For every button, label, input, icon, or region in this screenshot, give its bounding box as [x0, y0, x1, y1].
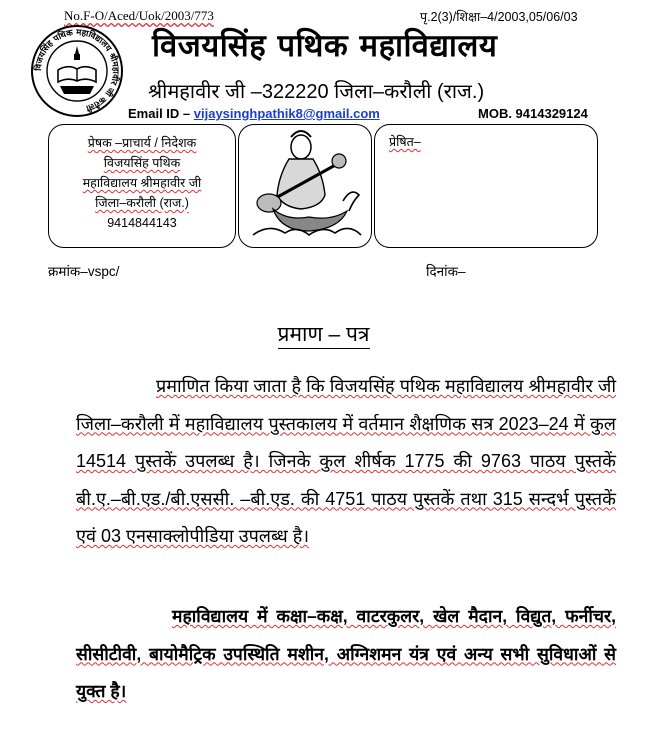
email-link[interactable]: vijaysinghpathik8@gmail.com	[193, 106, 380, 121]
saraswati-illustration	[239, 125, 371, 247]
reference-kramank: क्रमांक–vspc/	[48, 264, 120, 279]
recipient-box	[374, 124, 598, 248]
reference-number-right: पृ.2(3)/शिक्षा–4/2003,05/06/03	[420, 10, 578, 24]
email-row	[128, 106, 380, 121]
certificate-heading-text: प्रमाण – पत्र	[278, 323, 370, 349]
mobile-number: MOB. 9414329124	[478, 106, 588, 121]
sender-box	[48, 124, 236, 248]
recipient-label: प्रेषित–	[389, 135, 421, 149]
sender-line-college-place: महाविद्यालय श्रीमहावीर जी	[82, 176, 202, 190]
certificate-paragraph-2: महाविद्यालय में कक्षा–कक्ष, वाटरकुलर, खेल मैदान, विद्युत, फर्नीचर, सीसीटीवी, बायोमैट्रिक उपस्थिति मशीन, अग्निशमन यंत्र एवं अन्य सभी सुविधाओं से युक्त है।	[76, 606, 616, 701]
certificate-paragraph-1: प्रमाणित किया जाता है कि विजयसिंह पथिक महाविद्यालय श्रीमहावीर जी जिला–करौली में महाविद्यालय पुस्तकालय में वर्तमान शैक्षणिक सत्र 2023–24 में कुल 14514 पुस्तकें उपलब्ध है। जिनके कुल शीर्षक 1775 की 9763 पाठय पुस्तकें बी.ए.–बी.एड./बी.एससी. –बी.एड. की 4751 पाठय पुस्तकें तथा 315 सन्दर्भ पुस्तकें एवं 03 एनसाक्लोपीडिया उपलब्ध है।	[76, 376, 616, 546]
sender-line-designation: प्रेषक –प्राचार्य / निदेशक	[87, 136, 197, 150]
sender-line-college: विजयसिंह पथिक	[103, 156, 181, 170]
college-seal-logo	[30, 24, 124, 118]
date-label: दिनांक–	[426, 264, 466, 279]
sender-line-district: जिला–करौली (राज.)	[95, 196, 189, 210]
reference-number: No.F-O/Aced/Uok/2003/773	[64, 8, 214, 23]
college-address: श्रीमहावीर जी –322220 जिला–करौली (राज.)	[148, 81, 485, 103]
email-label: Email ID –	[128, 106, 191, 121]
saraswati-image	[238, 124, 372, 248]
college-name-title: विजयसिंह पथिक महाविद्यालय	[152, 28, 498, 64]
seal-text: विजयसिंह पथिक महाविद्यालय श्रीमहावीर जी करौली	[33, 27, 121, 113]
certificate-heading	[0, 320, 647, 348]
sender-phone: 9414844143	[107, 216, 177, 230]
